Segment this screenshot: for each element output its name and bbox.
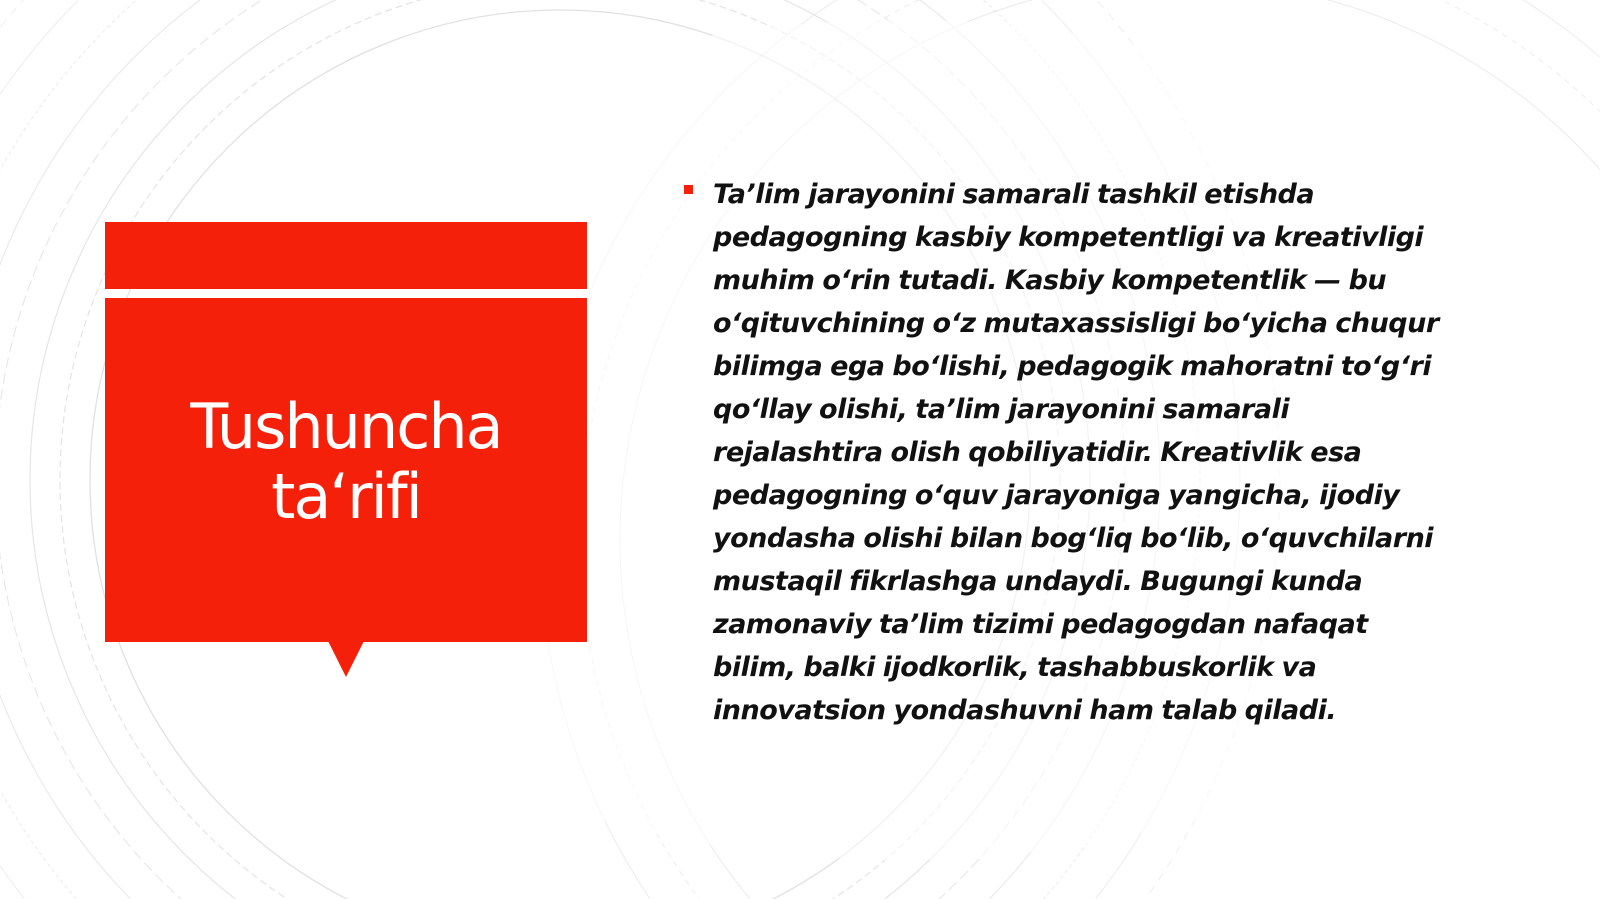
title-accent-bar <box>105 222 587 289</box>
title-callout-box <box>105 298 587 642</box>
body-paragraph: Ta’lim jarayonini samarali tashkil etishda pedagogning kasbiy kompetentligi va kreativligi muhim o‘rin tutadi. Kasbiy kompetentlik — bu o‘qituvchining o‘z mutaxassisligi bo‘yicha chuqur bilimga ega bo‘lishi, pedagogik mahoratni to‘g‘ri qo‘llay olishi, ta’lim jarayonini samarali rejalashtira olish qobiliyatidir. Kreativlik esa pedagogning o‘quv jarayoniga yangicha, ijodiy yondasha olishi bilan bog‘liq bo‘lib, o‘quvchilarni mustaqil fikrlashga undaydi. Bugungi kunda zamonaviy ta’lim tizimi pedagogdan nafaqat bilim, balki ijodkorlik, tashabbuskorlik va innovatsion yondashuvni ham talab qiladi. <box>713 179 1439 726</box>
bullet-square-icon <box>684 185 693 194</box>
body-content <box>684 173 1454 732</box>
callout-pointer <box>328 641 364 677</box>
slide-title: Tushuncha ta‘rifi <box>190 390 502 533</box>
